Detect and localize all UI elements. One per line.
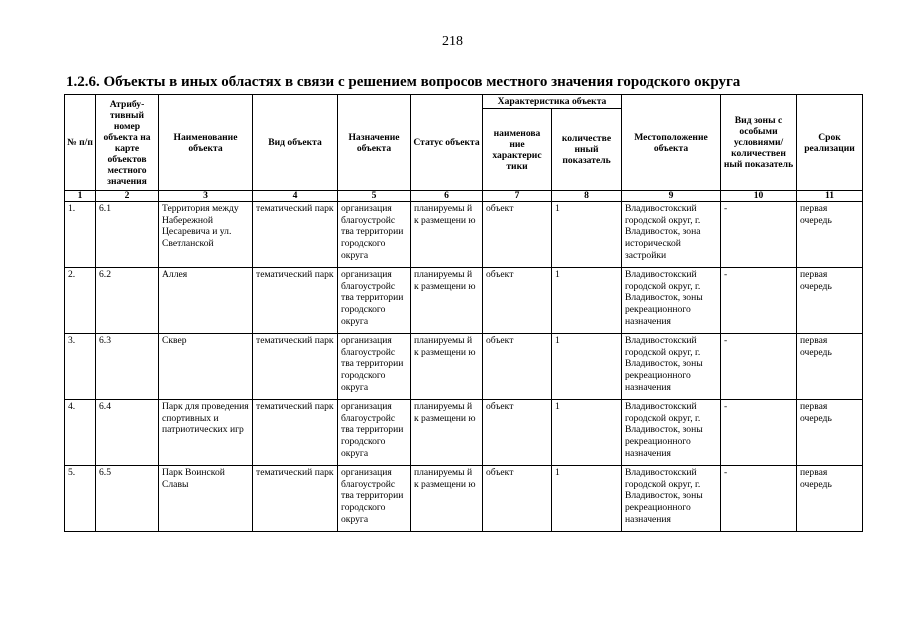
row-char-name: объект (483, 268, 552, 334)
row-num: 3. (65, 334, 96, 400)
page-number: 218 (442, 34, 463, 49)
row-term: первая очередь (797, 268, 863, 334)
row-zone: - (721, 202, 797, 268)
row-char-qty: 1 (552, 268, 622, 334)
row-status: планируемы й к размещени ю (411, 202, 483, 268)
row-zone: - (721, 334, 797, 400)
row-name: Территория между Набережной Цесаревича и ул. Светланской (159, 202, 253, 268)
row-type: тематический парк (253, 202, 338, 268)
row-location: Владивостокский городской округ, г. Владивосток, зоны рекреационного назначения (622, 466, 721, 532)
row-char-qty: 1 (552, 334, 622, 400)
row-location: Владивостокский городской округ, г. Владивосток, зоны рекреационного назначения (622, 400, 721, 466)
header-char-name: наименова ние характерис тики (483, 109, 552, 191)
row-zone: - (721, 466, 797, 532)
row-status: планируемы й к размещени ю (411, 466, 483, 532)
row-attr: 6.4 (96, 400, 159, 466)
row-term: первая очередь (797, 334, 863, 400)
column-number: 5 (338, 191, 411, 202)
row-type: тематический парк (253, 466, 338, 532)
row-purpose: организация благоустройс тва территории городского округа (338, 268, 411, 334)
objects-table (64, 94, 863, 532)
row-type: тематический парк (253, 400, 338, 466)
row-name: Сквер (159, 334, 253, 400)
column-number-row (65, 191, 863, 202)
row-term: первая очередь (797, 202, 863, 268)
row-location: Владивостокский городской округ, г. Владивосток, зоны рекреационного назначения (622, 268, 721, 334)
table-row (65, 400, 863, 466)
row-purpose: организация благоустройс тва территории городского округа (338, 202, 411, 268)
row-location: Владивостокский городской округ, г. Владивосток, зона исторической застройки (622, 202, 721, 268)
header-status: Статус объекта (411, 95, 483, 191)
row-attr: 6.5 (96, 466, 159, 532)
table-row (65, 202, 863, 268)
row-char-name: объект (483, 202, 552, 268)
column-number: 10 (721, 191, 797, 202)
row-num: 4. (65, 400, 96, 466)
column-number: 8 (552, 191, 622, 202)
header-name: Наименование объекта (159, 95, 253, 191)
row-zone: - (721, 400, 797, 466)
row-name: Аллея (159, 268, 253, 334)
row-name: Парк для проведения спортивных и патриотических игр (159, 400, 253, 466)
column-number: 9 (622, 191, 721, 202)
section-title: 1.2.6. Объекты в иных областях в связи с решением вопросов местного значения городского округа (66, 74, 741, 90)
table-row (65, 466, 863, 532)
row-status: планируемы й к размещени ю (411, 334, 483, 400)
row-status: планируемы й к размещени ю (411, 268, 483, 334)
row-attr: 6.1 (96, 202, 159, 268)
row-type: тематический парк (253, 268, 338, 334)
row-purpose: организация благоустройс тва территории городского округа (338, 466, 411, 532)
column-number: 7 (483, 191, 552, 202)
row-char-qty: 1 (552, 202, 622, 268)
column-number: 4 (253, 191, 338, 202)
header-purpose: Назначение объекта (338, 95, 411, 191)
row-num: 2. (65, 268, 96, 334)
column-number: 3 (159, 191, 253, 202)
header-type: Вид объекта (253, 95, 338, 191)
header-characteristics: Характеристика объекта (483, 95, 622, 109)
column-number: 6 (411, 191, 483, 202)
row-term: первая очередь (797, 400, 863, 466)
header-term: Срок реализации (797, 95, 863, 191)
row-purpose: организация благоустройс тва территории городского округа (338, 400, 411, 466)
row-num: 1. (65, 202, 96, 268)
column-number: 2 (96, 191, 159, 202)
row-purpose: организация благоустройс тва территории городского округа (338, 334, 411, 400)
row-num: 5. (65, 466, 96, 532)
row-type: тематический парк (253, 334, 338, 400)
row-status: планируемы й к размещени ю (411, 400, 483, 466)
header-char-quantity: количестве нный показатель (552, 109, 622, 191)
row-attr: 6.2 (96, 268, 159, 334)
header-num: № п/п (65, 95, 96, 191)
header-row (65, 95, 863, 109)
row-char-qty: 1 (552, 466, 622, 532)
row-location: Владивостокский городской округ, г. Владивосток, зоны рекреационного назначения (622, 334, 721, 400)
row-term: первая очередь (797, 466, 863, 532)
row-char-name: объект (483, 334, 552, 400)
column-number: 11 (797, 191, 863, 202)
table-row (65, 268, 863, 334)
row-char-qty: 1 (552, 400, 622, 466)
header-location: Местоположение объекта (622, 95, 721, 191)
header-zone: Вид зоны с особыми условиями/ количествен ный показатель (721, 95, 797, 191)
row-char-name: объект (483, 466, 552, 532)
row-zone: - (721, 268, 797, 334)
header-attr-number: Атрибу-тивный номер объекта на карте объектов местного значения (96, 95, 159, 191)
column-number: 1 (65, 191, 96, 202)
row-attr: 6.3 (96, 334, 159, 400)
table-row (65, 334, 863, 400)
row-char-name: объект (483, 400, 552, 466)
row-name: Парк Воинской Славы (159, 466, 253, 532)
